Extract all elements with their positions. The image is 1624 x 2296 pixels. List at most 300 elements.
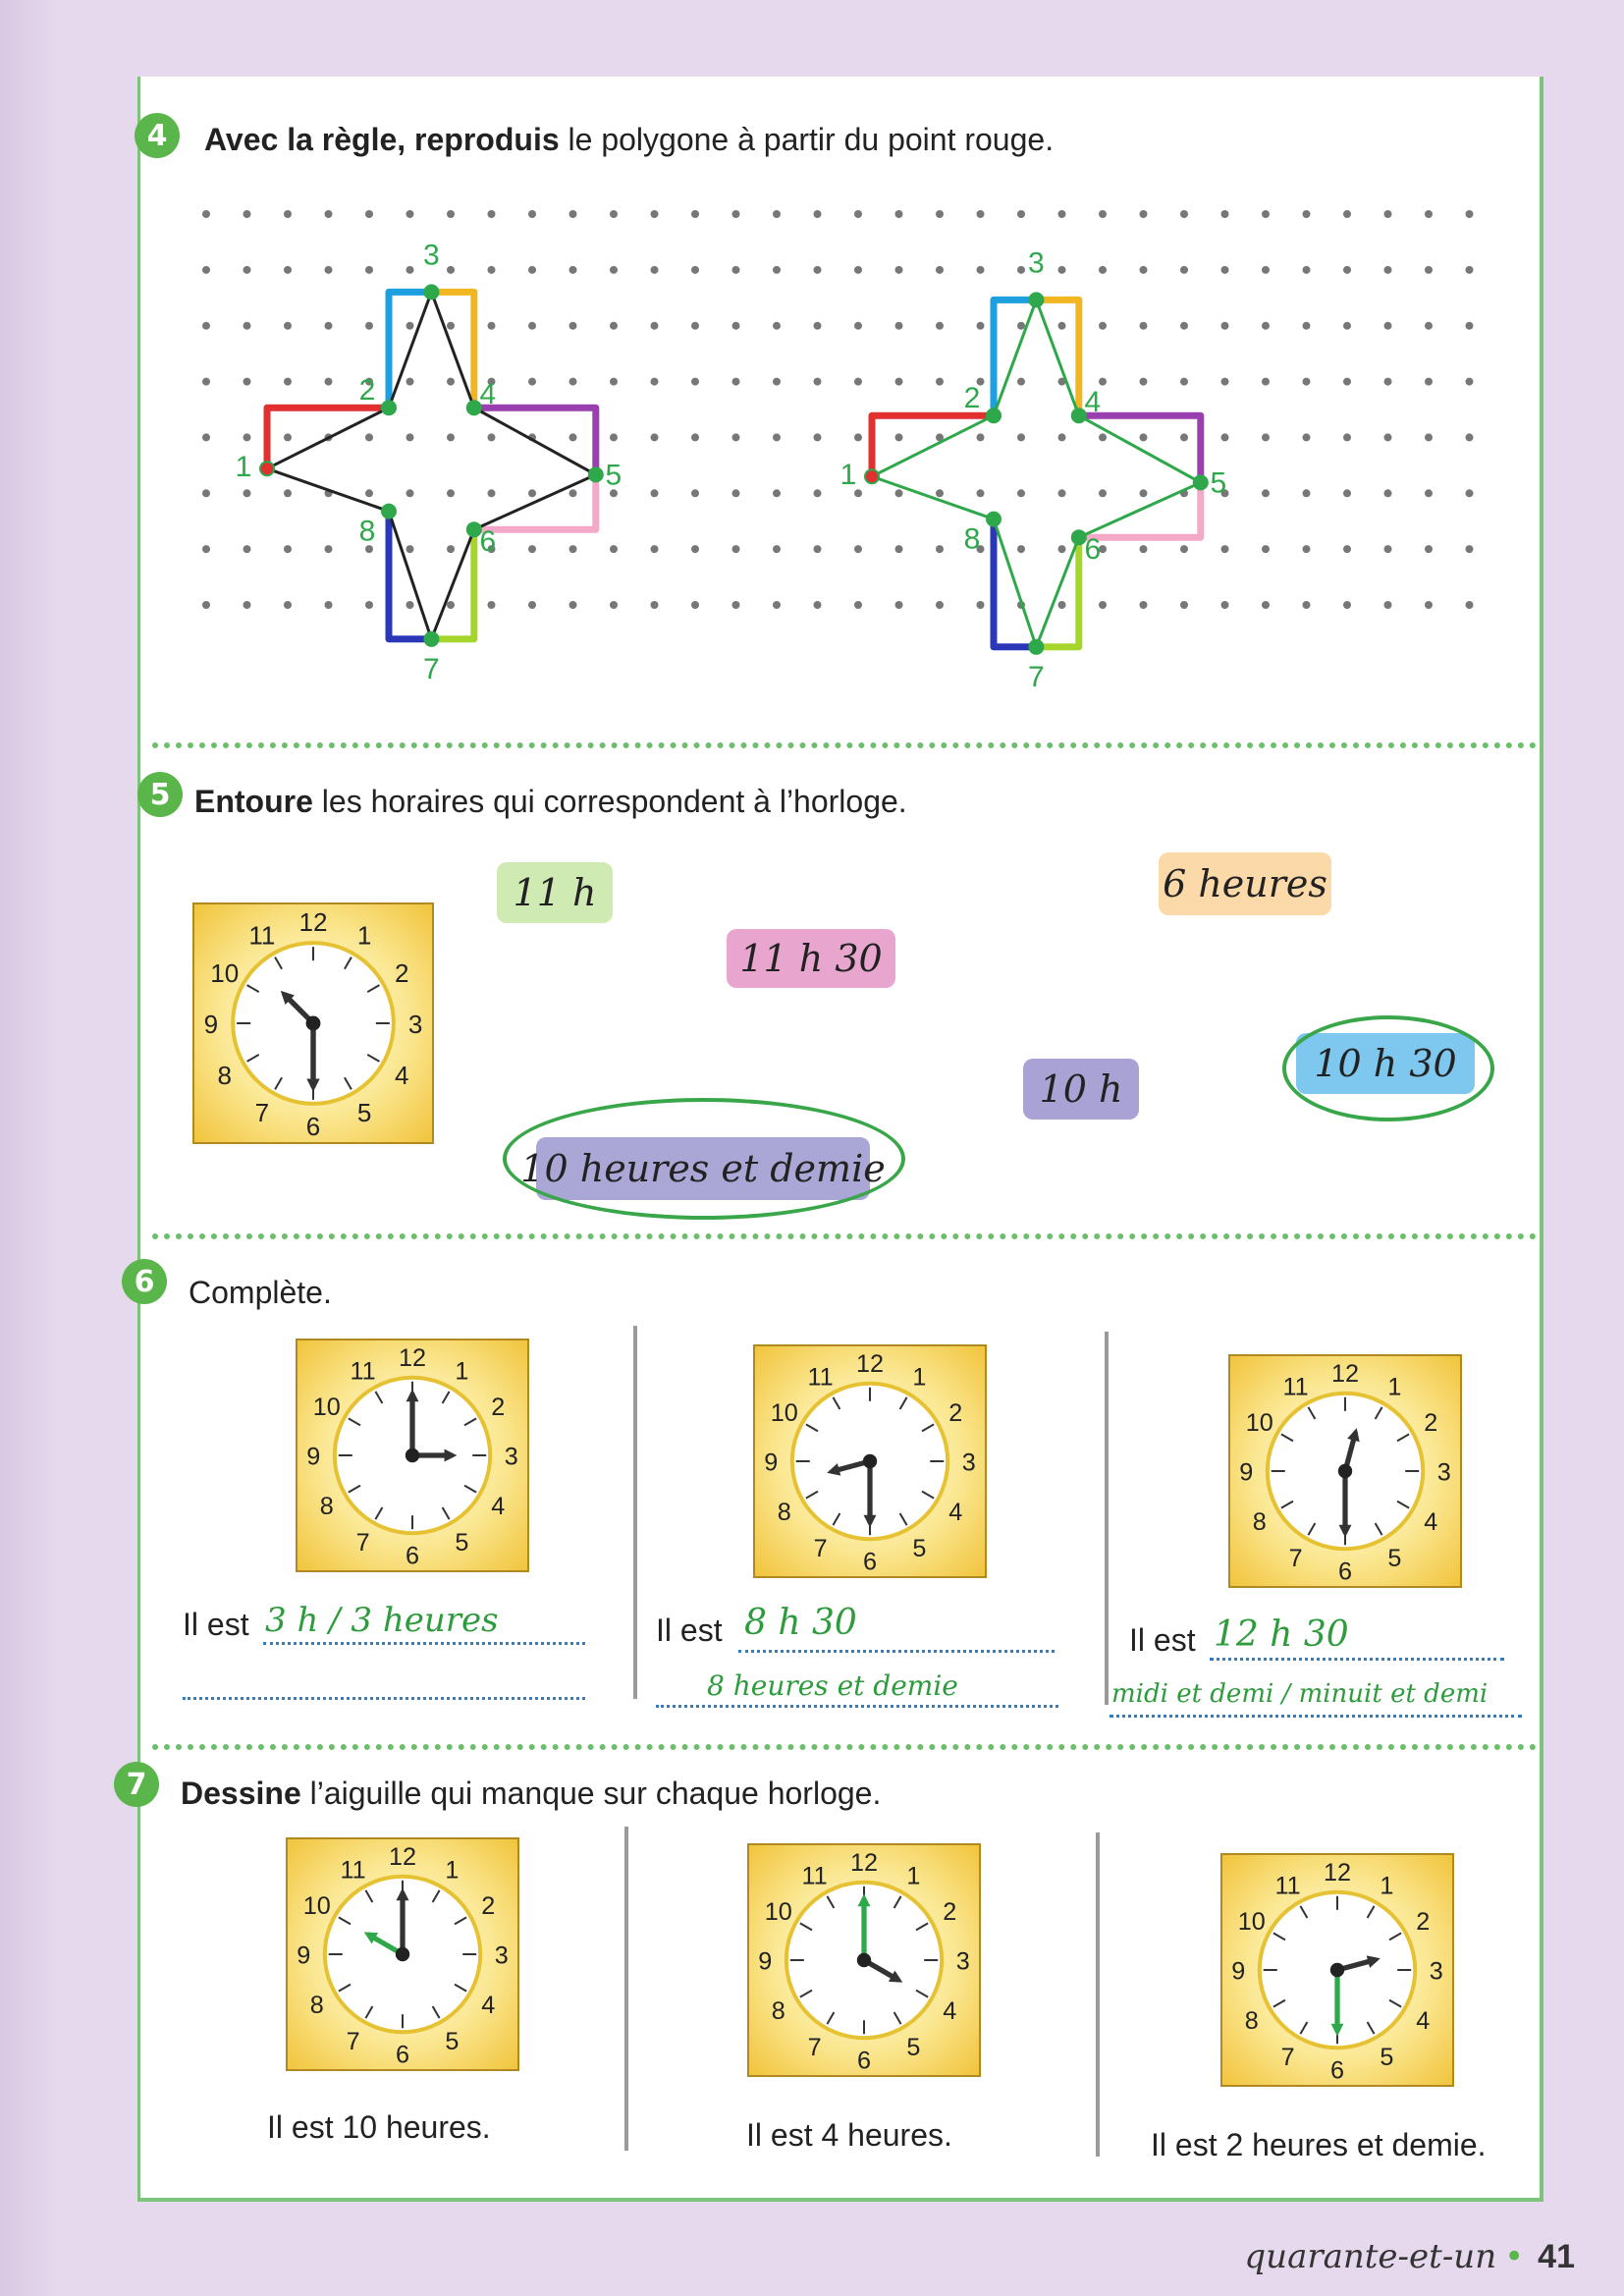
vertex-label: 8 <box>358 515 376 548</box>
clock-number: 9 <box>1231 1957 1246 1986</box>
time-tag-10h30[interactable]: 10 h 30 <box>1296 1033 1475 1094</box>
vertex-point <box>381 400 397 415</box>
grid-dot <box>325 545 333 553</box>
clock-number: 12 <box>298 906 328 937</box>
grid-dot <box>1425 210 1433 218</box>
answer-text[interactable]: 8 h 30 <box>744 1603 857 1643</box>
grid-dot <box>1343 601 1351 609</box>
grid-dot <box>854 378 862 386</box>
grid-dot <box>569 266 577 274</box>
grid-dot <box>284 601 292 609</box>
vertex-label: 2 <box>358 374 376 408</box>
time-tag-6-heures[interactable]: 6 heures <box>1159 852 1331 915</box>
grid-dot <box>284 322 292 330</box>
grid-dot <box>325 378 333 386</box>
grid-dot <box>1343 378 1351 386</box>
grid-dot <box>895 601 903 609</box>
answer-line <box>656 1705 1058 1708</box>
answer-text[interactable]: 12 h 30 <box>1214 1614 1349 1655</box>
clock-number: 9 <box>203 1009 219 1039</box>
clock-number: 1 <box>906 1862 921 1890</box>
grid-dot <box>528 266 536 274</box>
grid-dot <box>1099 433 1107 441</box>
grid-dot <box>895 266 903 274</box>
grid-dot <box>325 210 333 218</box>
instruction-bold: Entoure <box>194 784 313 819</box>
grid-dot <box>447 601 455 609</box>
grid-dot <box>1099 601 1107 609</box>
grid-dot <box>854 266 862 274</box>
clock-number: 8 <box>217 1061 233 1090</box>
grid-dot <box>1303 545 1311 553</box>
clock-number: 9 <box>297 1941 311 1970</box>
grid-dot <box>1058 210 1066 218</box>
clock-number: 6 <box>1329 2056 1345 2085</box>
grid-dot <box>610 378 618 386</box>
grid-dot <box>1140 433 1148 441</box>
clock-number: 10 <box>1245 1409 1273 1438</box>
grid-dot <box>854 601 862 609</box>
grid-dot <box>1140 601 1148 609</box>
clock-number: 7 <box>355 1528 370 1557</box>
grid-dot <box>691 266 699 274</box>
grid-dot <box>1343 266 1351 274</box>
grid-dot <box>447 322 455 330</box>
grid-dot <box>651 378 659 386</box>
grid-dot <box>691 378 699 386</box>
grid-dot <box>325 322 333 330</box>
grid-dot <box>1058 489 1066 497</box>
grid-dot <box>814 545 822 553</box>
clock-number: 11 <box>801 1862 828 1890</box>
instruction-rest: les horaires qui correspondent à l’horloge. <box>312 784 907 819</box>
exercise-6-badge: 6 <box>122 1259 167 1304</box>
il-est-label: Il est <box>183 1607 249 1642</box>
grid-dot <box>284 433 292 441</box>
grid-dot <box>1466 266 1474 274</box>
clock-number: 12 <box>398 1343 427 1372</box>
grid-dot <box>1099 210 1107 218</box>
clock-center <box>406 1449 419 1462</box>
vertex-point <box>423 284 439 300</box>
grid-dot <box>1140 322 1148 330</box>
clock-number: 1 <box>455 1357 469 1386</box>
clock-number: 7 <box>254 1098 270 1128</box>
grid-dot <box>244 322 251 330</box>
grid-dot <box>1343 322 1351 330</box>
clock-caption: Il est 10 heures. <box>267 2109 491 2145</box>
grid-dot <box>610 266 618 274</box>
grid-dot <box>773 433 781 441</box>
vertex-label: 3 <box>1028 246 1045 280</box>
clock-caption: Il est 4 heures. <box>746 2117 952 2153</box>
clock-number: 2 <box>491 1394 506 1422</box>
grid-dot <box>365 266 373 274</box>
grid-dot <box>1180 601 1188 609</box>
grid-dot <box>1343 210 1351 218</box>
grid-dot <box>244 266 251 274</box>
grid-dot <box>854 545 862 553</box>
clock-number: 9 <box>764 1449 779 1477</box>
exercise-4-badge: 4 <box>135 113 180 158</box>
grid-dot <box>1303 489 1311 497</box>
clock-number: 10 <box>210 957 240 988</box>
clock-number: 10 <box>1237 1908 1266 1937</box>
grid-dot <box>284 489 292 497</box>
exercise-5-badge: 5 <box>137 772 183 817</box>
grid-dot <box>1099 266 1107 274</box>
grid-dot <box>1425 545 1433 553</box>
grid-dot <box>1384 433 1392 441</box>
grid-dot <box>732 378 740 386</box>
clock-number: 7 <box>346 2027 360 2055</box>
grid-dot <box>1058 322 1066 330</box>
grid-dot <box>1140 210 1148 218</box>
grid-dot <box>488 266 496 274</box>
grid-dot <box>284 266 292 274</box>
grid-dot <box>1221 210 1229 218</box>
clock-number: 5 <box>356 1098 372 1128</box>
clock-center <box>863 1454 877 1468</box>
grid-dot <box>1017 322 1025 330</box>
grid-dot <box>488 489 496 497</box>
grid-dot <box>610 322 618 330</box>
clock-number: 3 <box>494 1941 509 1970</box>
grid-dot <box>1180 433 1188 441</box>
grid-dot <box>406 433 414 441</box>
vertex-point <box>986 408 1001 423</box>
clock-number: 2 <box>948 1399 963 1428</box>
grid-dot <box>1303 601 1311 609</box>
grid-dot <box>488 601 496 609</box>
grid-dot <box>1343 489 1351 497</box>
clock-number: 10 <box>312 1394 341 1422</box>
grid-dot <box>1099 378 1107 386</box>
star-polygon <box>267 292 596 638</box>
answer-line <box>263 1642 585 1645</box>
grid-dot <box>1221 601 1229 609</box>
clock-number: 6 <box>395 2041 410 2069</box>
grid-dot <box>977 489 985 497</box>
vertex-point <box>1193 474 1209 490</box>
grid-dot <box>773 266 781 274</box>
grid-dot <box>447 489 455 497</box>
clock-number: 8 <box>309 1992 324 2019</box>
time-tag-10-heures-et-demie[interactable]: 10 heures et demie <box>536 1137 870 1200</box>
grid-dot <box>325 601 333 609</box>
clock-number: 1 <box>1387 1373 1402 1401</box>
grid-dot <box>1180 378 1188 386</box>
grid-dot <box>936 601 944 609</box>
clock-number: 5 <box>906 2033 921 2061</box>
clock-number: 2 <box>481 1892 496 1921</box>
grid-dot <box>1017 378 1025 386</box>
vertex-label: 6 <box>479 525 497 559</box>
grid-dot <box>691 210 699 218</box>
grid-dot <box>488 210 496 218</box>
vertex-point <box>423 631 439 647</box>
clock-number: 5 <box>1380 2043 1394 2071</box>
clock-number: 4 <box>943 1997 957 2025</box>
clock-number: 8 <box>1252 1508 1267 1536</box>
clock-number: 11 <box>350 1357 376 1386</box>
answer-text[interactable]: midi et demi / minuit et demi <box>1111 1679 1489 1709</box>
grid-dot <box>406 601 414 609</box>
grid-dot <box>1425 266 1433 274</box>
red-start-point <box>261 463 273 474</box>
clock-number: 3 <box>955 1947 970 1976</box>
clock-number: 4 <box>1416 2007 1431 2035</box>
grid-dot <box>1425 322 1433 330</box>
clock-number: 1 <box>912 1363 927 1392</box>
grid-dot <box>814 489 822 497</box>
grid-dot <box>1017 489 1025 497</box>
grid-dot <box>447 210 455 218</box>
grid-dot <box>284 545 292 553</box>
grid-dot <box>610 433 618 441</box>
exercise-7-badge: 7 <box>114 1762 159 1807</box>
grid-dot <box>854 210 862 218</box>
time-tag-11h30[interactable]: 11 h 30 <box>727 929 895 988</box>
grid-dot <box>1425 489 1433 497</box>
grid-dot <box>1303 433 1311 441</box>
grid-dot <box>691 489 699 497</box>
grid-dot <box>610 545 618 553</box>
grid-dot <box>732 545 740 553</box>
clock-number: 1 <box>356 920 372 951</box>
grid-dot <box>1058 266 1066 274</box>
vertex-point <box>1028 639 1044 655</box>
grid-dot <box>1017 433 1025 441</box>
grid-dot <box>528 489 536 497</box>
answer-line <box>1210 1658 1504 1661</box>
grid-dot <box>1262 210 1270 218</box>
grid-dot <box>1099 489 1107 497</box>
grid-dot <box>447 378 455 386</box>
vertex-label: 4 <box>1084 386 1102 419</box>
grid-dot <box>1425 433 1433 441</box>
grid-dot <box>1140 378 1148 386</box>
grid-dot <box>1180 545 1188 553</box>
grid-dot <box>284 378 292 386</box>
clock-number: 4 <box>481 1992 496 2019</box>
grid-dot <box>202 489 210 497</box>
answer-text[interactable]: 3 h / 3 heures <box>265 1601 499 1640</box>
grid-dot <box>1303 266 1311 274</box>
instruction-rest: l’aiguille qui manque sur chaque horloge. <box>300 1776 882 1811</box>
grid-dot <box>202 601 210 609</box>
grid-dot <box>447 433 455 441</box>
grid-dot <box>244 545 251 553</box>
grid-dot <box>244 489 251 497</box>
grid-dot <box>569 489 577 497</box>
clock-number: 1 <box>445 1856 460 1885</box>
page-footer <box>1244 2237 1575 2276</box>
exercise-6-instruction: Complète. <box>189 1275 332 1310</box>
grid-dot <box>569 601 577 609</box>
grid-dot <box>651 266 659 274</box>
grid-dot <box>732 489 740 497</box>
grid-dot <box>202 433 210 441</box>
clock-number: 9 <box>758 1947 773 1976</box>
clock-number: 10 <box>302 1892 331 1921</box>
grid-dot <box>1017 266 1025 274</box>
clock-number: 7 <box>1280 2043 1295 2071</box>
grid-dot <box>325 266 333 274</box>
clock-number: 7 <box>813 1534 828 1562</box>
grid-dot <box>1221 433 1229 441</box>
clock-number: 3 <box>961 1449 976 1477</box>
grid-dot <box>1384 322 1392 330</box>
grid-dot <box>1058 601 1066 609</box>
vertex-label: 6 <box>1084 533 1102 567</box>
grid-dot <box>406 545 414 553</box>
grid-dot <box>1262 545 1270 553</box>
grid-dot <box>732 322 740 330</box>
grid-dot <box>1384 601 1392 609</box>
clock-center <box>1330 1963 1344 1977</box>
grid-dot <box>1466 545 1474 553</box>
clock-number: 11 <box>1282 1373 1309 1401</box>
clock-number: 4 <box>394 1061 409 1090</box>
grid-dot <box>1303 322 1311 330</box>
grid-dot <box>202 266 210 274</box>
grid-dot <box>1180 210 1188 218</box>
clock-number: 2 <box>394 957 409 988</box>
grid-dot <box>365 322 373 330</box>
grid-dot <box>895 489 903 497</box>
grid-dot <box>244 601 251 609</box>
page-word: quarante-et-un <box>1244 2237 1497 2276</box>
grid-dot <box>854 433 862 441</box>
grid-dot <box>1384 545 1392 553</box>
grid-dot <box>651 433 659 441</box>
clock-number: 12 <box>1323 1858 1352 1886</box>
clock-center <box>857 1953 871 1967</box>
vertex-label: 2 <box>963 382 981 415</box>
vertex-label: 3 <box>423 239 440 272</box>
grid-dot <box>691 601 699 609</box>
vertex-label: 5 <box>605 459 623 492</box>
polygon-dot-grid <box>177 177 1532 727</box>
vertex-label: 5 <box>1210 466 1227 500</box>
clock-number: 6 <box>305 1112 321 1142</box>
clock-number: 4 <box>948 1499 963 1526</box>
grid-dot <box>1303 210 1311 218</box>
grid-dot <box>528 601 536 609</box>
section-separator <box>152 1744 1537 1750</box>
vertex-label: 7 <box>1028 660 1045 693</box>
grid-dot <box>936 489 944 497</box>
clock-ex6-1 <box>295 1338 530 1573</box>
grid-dot <box>814 601 822 609</box>
grid-dot <box>406 322 414 330</box>
vertex-label: 4 <box>479 378 497 411</box>
answer-line <box>183 1697 585 1700</box>
grid-dot <box>1262 489 1270 497</box>
grid-dot <box>406 489 414 497</box>
clock-number: 11 <box>248 920 276 951</box>
clock-ex7-3 <box>1219 1852 1455 2088</box>
clock-number: 3 <box>1429 1957 1443 1986</box>
clock-number: 2 <box>943 1898 957 1927</box>
clock-number: 12 <box>1330 1359 1360 1388</box>
grid-dot <box>1384 266 1392 274</box>
clock-number: 12 <box>849 1848 879 1877</box>
clock-center <box>1338 1464 1352 1478</box>
clock-center <box>396 1947 409 1961</box>
grid-dot <box>773 210 781 218</box>
grid-dot <box>651 545 659 553</box>
star-polygon <box>872 300 1201 646</box>
instruction-bold: Dessine <box>181 1776 301 1811</box>
clock-ex5 <box>191 902 435 1145</box>
grid-dot <box>528 378 536 386</box>
clock-number: 5 <box>445 2027 460 2055</box>
grid-dot <box>651 322 659 330</box>
grid-dot <box>569 433 577 441</box>
clock-ex6-2 <box>752 1343 988 1579</box>
clock-number: 6 <box>856 2047 872 2075</box>
grid-dot <box>691 322 699 330</box>
clock-number: 6 <box>1337 1558 1353 1586</box>
grid-dot <box>1180 322 1188 330</box>
clock-number: 6 <box>862 1548 878 1576</box>
clock-number: 6 <box>405 1542 420 1570</box>
grid-dot <box>1384 378 1392 386</box>
grid-dot <box>1303 378 1311 386</box>
grid-dot <box>854 322 862 330</box>
grid-dot <box>651 489 659 497</box>
grid-dot <box>814 322 822 330</box>
grid-dot <box>1058 433 1066 441</box>
page-number: 41 <box>1538 2238 1575 2275</box>
clock-ex7-1 <box>285 1836 520 2072</box>
grid-dot <box>1221 378 1229 386</box>
clock-number: 1 <box>1380 1872 1394 1900</box>
grid-dot <box>1262 378 1270 386</box>
clock-ex6-3 <box>1227 1353 1463 1589</box>
grid-dot <box>814 378 822 386</box>
time-tag-11h[interactable]: 11 h <box>497 862 613 923</box>
grid-dot <box>244 210 251 218</box>
clock-number: 7 <box>1288 1544 1303 1572</box>
time-tag-10h[interactable]: 10 h <box>1023 1059 1139 1120</box>
footer-dot: • <box>1504 2237 1525 2276</box>
grid-dot <box>1262 266 1270 274</box>
answer-text[interactable]: 8 heures et demie <box>707 1669 958 1702</box>
answer-line <box>738 1650 1055 1653</box>
clock-caption: Il est 2 heures et demie. <box>1151 2127 1487 2162</box>
vertex-label: 1 <box>839 459 857 492</box>
grid-dot <box>1384 489 1392 497</box>
grid-dot <box>1140 266 1148 274</box>
clock-number: 2 <box>1424 1409 1438 1438</box>
clock-number: 8 <box>771 1997 785 2025</box>
column-separator <box>1105 1332 1109 1705</box>
grid-dot <box>732 210 740 218</box>
grid-dot <box>1180 266 1188 274</box>
grid-dot <box>284 210 292 218</box>
grid-dot <box>936 322 944 330</box>
grid-dot <box>528 545 536 553</box>
grid-dot <box>936 210 944 218</box>
vertex-point <box>986 512 1001 527</box>
grid-dot <box>773 489 781 497</box>
exercise-4-instruction <box>204 122 1054 158</box>
column-separator <box>1096 1832 1100 2157</box>
instruction-bold: Avec la règle, reproduis <box>204 122 560 157</box>
